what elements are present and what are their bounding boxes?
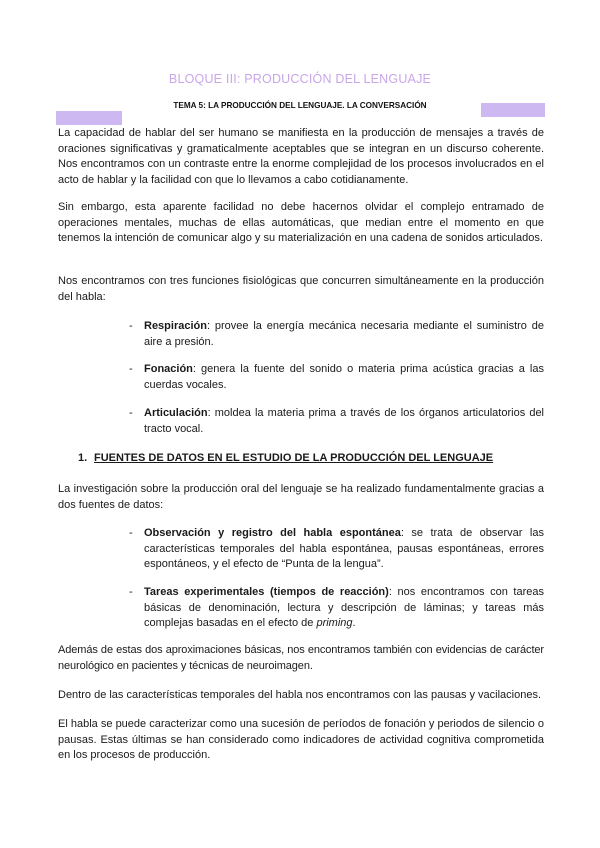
intro-paragraph-1: La capacidad de hablar del ser humano se manifiesta en la producción de mensajes a través de oraciones significativas y gramaticalmente aceptables que se integran en un discurso coherente. Nos encontramos con un contraste entre la enorme complejidad de los procesos involucrados en el acto de hablar y la facilidad con que lo llevamos a cabo cotidianamente. bbox=[58, 127, 544, 186]
list-item-respiracion: Respiración: provee la energía mecánica necesaria mediante el suministro de aire a presión. bbox=[144, 320, 544, 348]
closing-paragraph-3: El habla se puede caracterizar como una sucesión de períodos de fonación y periodos de silencio o pausas. Estas últimas se han considerado como indicadores de actividad cognitiva comprometida en los procesos de producción. bbox=[58, 718, 544, 762]
list-bullet: - bbox=[129, 363, 133, 375]
term-observacion: Observación y registro del habla espontánea bbox=[144, 527, 401, 539]
closing-paragraph-2: Dentro de las características temporales del habla nos encontramos con las pausas y vacilaciones. bbox=[58, 689, 542, 701]
term-fonacion: Fonación bbox=[144, 363, 193, 375]
list-bullet: - bbox=[129, 527, 133, 539]
list-item-observacion: Observación y registro del habla espontánea: se trata de observar las características temporales del habla espontánea, pausas espontáneas, errores espontáneos, y el efecto de “Punta de la lengua”. bbox=[144, 527, 544, 571]
list-item-tareas: Tareas experimentales (tiempos de reacción): nos encontramos con tareas básicas de denominación, lectura y descripción de láminas; y tareas más complejas basadas en el efecto de priming. bbox=[144, 586, 544, 630]
section-intro-paragraph: La investigación sobre la producción oral del lenguaje se ha realizado fundamentalmente gracias a dos fuentes de datos: bbox=[58, 483, 544, 511]
closing-paragraph-1: Además de estas dos aproximaciones básicas, nos encontramos también con evidencias de carácter neurológico en pacientes y técnicas de neuroimagen. bbox=[58, 644, 544, 672]
term-tareas: Tareas experimentales (tiempos de reacción) bbox=[144, 586, 389, 598]
list-item-fonacion: Fonación: genera la fuente del sonido o materia prima acústica gracias a las cuerdas vocales. bbox=[144, 363, 544, 391]
term-respiracion: Respiración bbox=[144, 320, 207, 332]
priming-term: priming bbox=[316, 617, 353, 630]
intro-paragraph-2: Sin embargo, esta aparente facilidad no debe hacernos olvidar el complejo entramado de operaciones mentales, muchas de ellas automáticas, que median entre el momento en que tenemos la intención de comunicar algo y su materialización en una cadena de sonidos articulados. bbox=[58, 201, 544, 245]
list-bullet: - bbox=[129, 320, 133, 332]
decorative-highlight-bar-left bbox=[56, 111, 122, 125]
intro-paragraph-3: Nos encontramos con tres funciones fisiológicas que concurren simultáneamente en la producción del habla: bbox=[58, 275, 544, 303]
term-articulacion: Articulación bbox=[144, 407, 208, 419]
list-bullet: - bbox=[129, 586, 133, 598]
section-heading bbox=[78, 452, 493, 464]
section-number: 1. bbox=[78, 452, 88, 464]
block-title: BLOQUE III: PRODUCCIÓN DEL LENGUAJE bbox=[168, 72, 432, 86]
list-item-articulacion: Articulación: moldea la materia prima a través de los órganos articulatorios del tracto vocal. bbox=[144, 407, 544, 435]
section-title: FUENTES DE DATOS EN EL ESTUDIO DE LA PRODUCCIÓN DEL LENGUAJE bbox=[94, 452, 494, 464]
list-bullet: - bbox=[129, 407, 133, 419]
topic-title: TEMA 5: LA PRODUCCIÓN DEL LENGUAJE. LA CONVERSACIÓN bbox=[173, 101, 427, 110]
